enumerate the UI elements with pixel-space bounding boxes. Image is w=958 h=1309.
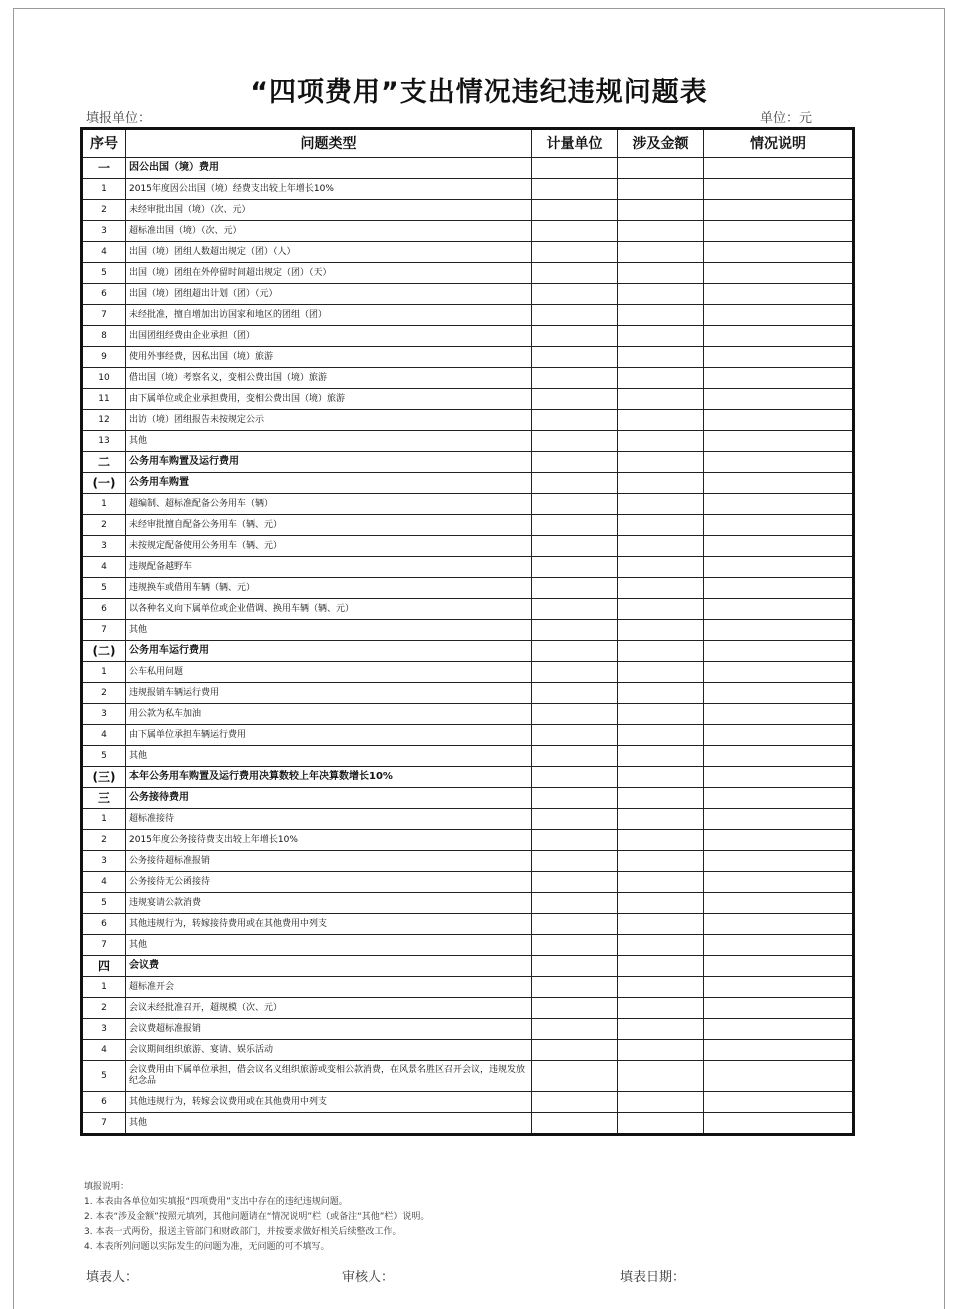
description-cell xyxy=(704,977,854,998)
row-seq: 7 xyxy=(82,305,126,326)
amount-cell xyxy=(618,578,704,599)
table-row xyxy=(82,410,854,431)
table-row xyxy=(82,179,854,200)
amount-cell xyxy=(618,1092,704,1113)
row-problem-type: 出国（境）团组在外停留时间超出规定（团）（天） xyxy=(126,263,532,284)
section-row xyxy=(82,158,854,179)
row-problem-type: 出访（境）团组报告未按规定公示 xyxy=(126,410,532,431)
description-cell xyxy=(704,935,854,956)
unit-cell xyxy=(532,389,618,410)
description-cell xyxy=(704,1092,854,1113)
table-row xyxy=(82,284,854,305)
amount-cell xyxy=(618,200,704,221)
unit-cell xyxy=(532,515,618,536)
amount-cell xyxy=(618,452,704,473)
amount-cell xyxy=(618,977,704,998)
fill-date-label: 填表日期： xyxy=(620,1270,686,1285)
amount-cell xyxy=(618,305,704,326)
table-row xyxy=(82,935,854,956)
amount-cell xyxy=(618,389,704,410)
row-problem-type: 违规配备越野车 xyxy=(126,557,532,578)
description-cell xyxy=(704,473,854,494)
row-seq: 4 xyxy=(82,1040,126,1061)
description-cell xyxy=(704,557,854,578)
row-seq: 5 xyxy=(82,1061,126,1092)
row-problem-type: 由下属单位或企业承担费用，变相公费出国（境）旅游 xyxy=(126,389,532,410)
table-row xyxy=(82,1092,854,1113)
row-problem-type: 其他 xyxy=(126,935,532,956)
row-problem-type: 会议未经批准召开，超规模（次、元） xyxy=(126,998,532,1019)
unit-cell xyxy=(532,305,618,326)
unit-cell xyxy=(532,914,618,935)
unit-cell xyxy=(532,158,618,179)
row-problem-type: 借出国（境）考察名义，变相公费出国（境）旅游 xyxy=(126,368,532,389)
unit-cell xyxy=(532,431,618,452)
description-cell xyxy=(704,914,854,935)
unit-cell xyxy=(532,599,618,620)
amount-cell xyxy=(618,599,704,620)
row-seq: 9 xyxy=(82,347,126,368)
description-cell xyxy=(704,851,854,872)
row-problem-type: 其他 xyxy=(126,746,532,767)
table-row xyxy=(82,536,854,557)
description-cell xyxy=(704,536,854,557)
unit-cell xyxy=(532,662,618,683)
description-cell xyxy=(704,704,854,725)
unit-cell xyxy=(532,1040,618,1061)
row-problem-type: 公务用车购置 xyxy=(126,473,532,494)
row-problem-type: 未按规定配备使用公务用车（辆、元） xyxy=(126,536,532,557)
unit-cell xyxy=(532,557,618,578)
table-row xyxy=(82,704,854,725)
amount-cell xyxy=(618,1040,704,1061)
table-row xyxy=(82,221,854,242)
row-seq: 5 xyxy=(82,578,126,599)
description-cell xyxy=(704,641,854,662)
row-problem-type: 由下属单位承担车辆运行费用 xyxy=(126,725,532,746)
amount-cell xyxy=(618,914,704,935)
description-cell xyxy=(704,263,854,284)
row-problem-type: 其他 xyxy=(126,431,532,452)
unit-cell xyxy=(532,1092,618,1113)
note-item: 3. 本表一式两份，报送主管部门和财政部门，并按要求做好相关后续整改工作。 xyxy=(84,1227,402,1237)
description-cell xyxy=(704,494,854,515)
unit-cell xyxy=(532,452,618,473)
table-row xyxy=(82,326,854,347)
amount-cell xyxy=(618,788,704,809)
table-row xyxy=(82,851,854,872)
amount-cell xyxy=(618,1061,704,1092)
table-header-row xyxy=(82,129,854,158)
header-amount: 涉及金额 xyxy=(618,129,704,158)
row-seq: (三) xyxy=(82,767,126,788)
amount-cell xyxy=(618,662,704,683)
description-cell xyxy=(704,305,854,326)
row-seq: 四 xyxy=(82,956,126,977)
description-cell xyxy=(704,179,854,200)
unit-cell xyxy=(532,893,618,914)
row-problem-type: 出国（境）团组超出计划（团）（元） xyxy=(126,284,532,305)
row-problem-type: 其他 xyxy=(126,1113,532,1135)
row-seq: 11 xyxy=(82,389,126,410)
header-seq: 序号 xyxy=(82,129,126,158)
description-cell xyxy=(704,683,854,704)
description-cell xyxy=(704,1019,854,1040)
unit-cell xyxy=(532,620,618,641)
table-row xyxy=(82,1040,854,1061)
amount-cell xyxy=(618,557,704,578)
table-row xyxy=(82,599,854,620)
note-item: 4. 本表所列问题以实际发生的问题为准，无问题的可不填写。 xyxy=(84,1242,330,1252)
row-problem-type: 会议费 xyxy=(126,956,532,977)
table-row xyxy=(82,368,854,389)
row-problem-type: 公车私用问题 xyxy=(126,662,532,683)
unit-cell xyxy=(532,221,618,242)
row-seq: 5 xyxy=(82,263,126,284)
unit-cell xyxy=(532,1019,618,1040)
row-problem-type: 超标准接待 xyxy=(126,809,532,830)
amount-cell xyxy=(618,725,704,746)
row-problem-type: 公务用车购置及运行费用 xyxy=(126,452,532,473)
row-seq: 2 xyxy=(82,515,126,536)
row-problem-type: 超编制、超标准配备公务用车（辆） xyxy=(126,494,532,515)
table-row xyxy=(82,662,854,683)
unit-cell xyxy=(532,179,618,200)
description-cell xyxy=(704,431,854,452)
description-cell xyxy=(704,515,854,536)
description-cell xyxy=(704,746,854,767)
section-row xyxy=(82,452,854,473)
row-problem-type: 公务接待费用 xyxy=(126,788,532,809)
amount-cell xyxy=(618,767,704,788)
row-seq: 二 xyxy=(82,452,126,473)
row-seq: 2 xyxy=(82,998,126,1019)
notes-heading: 填报说明： xyxy=(84,1182,130,1192)
row-problem-type: 其他违规行为，转嫁会议费用或在其他费用中列支 xyxy=(126,1092,532,1113)
row-problem-type: 超标准出国（境）（次、元） xyxy=(126,221,532,242)
amount-cell xyxy=(618,830,704,851)
table-row xyxy=(82,557,854,578)
filler-label: 填表人： xyxy=(86,1270,139,1285)
unit-cell xyxy=(532,935,618,956)
description-cell xyxy=(704,788,854,809)
description-cell xyxy=(704,893,854,914)
row-problem-type: 使用外事经费，因私出国（境）旅游 xyxy=(126,347,532,368)
unit-cell xyxy=(532,683,618,704)
description-cell xyxy=(704,200,854,221)
note-item: 2. 本表“涉及金额”按照元填列，其他问题请在“情况说明”栏（或备注“其他”栏）说明。 xyxy=(84,1212,430,1222)
amount-cell xyxy=(618,620,704,641)
table-row xyxy=(82,1019,854,1040)
row-seq: 4 xyxy=(82,725,126,746)
table-row xyxy=(82,1113,854,1135)
unit-cell xyxy=(532,998,618,1019)
section-row xyxy=(82,767,854,788)
amount-cell xyxy=(618,179,704,200)
unit-cell xyxy=(532,851,618,872)
row-problem-type: 公务接待超标准报销 xyxy=(126,851,532,872)
row-seq: (二) xyxy=(82,641,126,662)
unit-cell xyxy=(532,641,618,662)
row-seq: 3 xyxy=(82,1019,126,1040)
description-cell xyxy=(704,242,854,263)
amount-cell xyxy=(618,704,704,725)
amount-cell xyxy=(618,494,704,515)
row-seq: 一 xyxy=(82,158,126,179)
description-cell xyxy=(704,872,854,893)
row-seq: 4 xyxy=(82,242,126,263)
row-problem-type: 违规宴请公款消费 xyxy=(126,893,532,914)
row-problem-type: 会议费超标准报销 xyxy=(126,1019,532,1040)
row-seq: 2 xyxy=(82,830,126,851)
table-row xyxy=(82,809,854,830)
amount-cell xyxy=(618,263,704,284)
row-problem-type: 其他 xyxy=(126,620,532,641)
row-seq: 3 xyxy=(82,536,126,557)
row-seq: 12 xyxy=(82,410,126,431)
description-cell xyxy=(704,578,854,599)
row-seq: 6 xyxy=(82,599,126,620)
table-row xyxy=(82,347,854,368)
table-row xyxy=(82,683,854,704)
row-problem-type: 出国团组经费由企业承担（团） xyxy=(126,326,532,347)
amount-cell xyxy=(618,809,704,830)
description-cell xyxy=(704,452,854,473)
table-row xyxy=(82,431,854,452)
row-seq: 10 xyxy=(82,368,126,389)
unit-cell xyxy=(532,536,618,557)
description-cell xyxy=(704,1061,854,1092)
table-row xyxy=(82,578,854,599)
page-title: “四项费用”支出情况违纪违规问题表 xyxy=(250,77,708,108)
amount-cell xyxy=(618,935,704,956)
description-cell xyxy=(704,830,854,851)
row-seq: 2 xyxy=(82,200,126,221)
row-seq: (一) xyxy=(82,473,126,494)
table-row xyxy=(82,746,854,767)
description-cell xyxy=(704,410,854,431)
description-cell xyxy=(704,284,854,305)
row-problem-type: 会议期间组织旅游、宴请、娱乐活动 xyxy=(126,1040,532,1061)
row-seq: 1 xyxy=(82,662,126,683)
unit-cell xyxy=(532,809,618,830)
row-seq: 4 xyxy=(82,872,126,893)
row-problem-type: 公务用车运行费用 xyxy=(126,641,532,662)
row-seq: 3 xyxy=(82,851,126,872)
description-cell xyxy=(704,368,854,389)
row-seq: 6 xyxy=(82,284,126,305)
amount-cell xyxy=(618,284,704,305)
description-cell xyxy=(704,221,854,242)
table-row xyxy=(82,977,854,998)
table-row xyxy=(82,893,854,914)
header-description: 情况说明 xyxy=(704,129,854,158)
row-problem-type: 违规报销车辆运行费用 xyxy=(126,683,532,704)
amount-cell xyxy=(618,956,704,977)
description-cell xyxy=(704,620,854,641)
row-seq: 5 xyxy=(82,746,126,767)
row-problem-type: 未经审批出国（境）（次、元） xyxy=(126,200,532,221)
row-problem-type: 公务接待无公函接待 xyxy=(126,872,532,893)
description-cell xyxy=(704,998,854,1019)
row-seq: 7 xyxy=(82,935,126,956)
violations-table xyxy=(80,127,855,1136)
unit-cell xyxy=(532,767,618,788)
row-seq: 1 xyxy=(82,977,126,998)
table-row xyxy=(82,515,854,536)
row-seq: 1 xyxy=(82,179,126,200)
unit-cell xyxy=(532,1061,618,1092)
description-cell xyxy=(704,599,854,620)
unit-cell xyxy=(532,263,618,284)
table-row xyxy=(82,200,854,221)
row-problem-type: 用公款为私车加油 xyxy=(126,704,532,725)
section-row xyxy=(82,473,854,494)
unit-cell xyxy=(532,830,618,851)
amount-cell xyxy=(618,536,704,557)
unit-cell xyxy=(532,284,618,305)
description-cell xyxy=(704,662,854,683)
table-row xyxy=(82,242,854,263)
row-seq: 6 xyxy=(82,1092,126,1113)
amount-cell xyxy=(618,368,704,389)
unit-cell xyxy=(532,368,618,389)
unit-cell xyxy=(532,578,618,599)
table-row xyxy=(82,998,854,1019)
row-seq: 8 xyxy=(82,326,126,347)
description-cell xyxy=(704,809,854,830)
amount-cell xyxy=(618,515,704,536)
row-seq: 1 xyxy=(82,494,126,515)
description-cell xyxy=(704,347,854,368)
description-cell xyxy=(704,725,854,746)
unit-cell xyxy=(532,977,618,998)
row-seq: 1 xyxy=(82,809,126,830)
unit-cell xyxy=(532,494,618,515)
table-row xyxy=(82,830,854,851)
amount-cell xyxy=(618,473,704,494)
row-problem-type: 出国（境）团组人数超出规定（团）（人） xyxy=(126,242,532,263)
section-row xyxy=(82,788,854,809)
amount-cell xyxy=(618,242,704,263)
header-unit: 计量单位 xyxy=(532,129,618,158)
reviewer-label: 审核人： xyxy=(342,1270,395,1285)
table-row xyxy=(82,620,854,641)
description-cell xyxy=(704,158,854,179)
table-row xyxy=(82,914,854,935)
table-row xyxy=(82,263,854,284)
table-row xyxy=(82,872,854,893)
unit-cell xyxy=(532,956,618,977)
section-row xyxy=(82,956,854,977)
amount-cell xyxy=(618,746,704,767)
row-seq: 3 xyxy=(82,221,126,242)
unit-cell xyxy=(532,200,618,221)
amount-cell xyxy=(618,851,704,872)
description-cell xyxy=(704,767,854,788)
unit-cell xyxy=(532,473,618,494)
reporting-unit-label: 填报单位： xyxy=(86,111,152,126)
description-cell xyxy=(704,389,854,410)
description-cell xyxy=(704,1040,854,1061)
description-cell xyxy=(704,1113,854,1135)
unit-cell xyxy=(532,725,618,746)
currency-unit-label: 单位：元 xyxy=(760,111,813,126)
unit-cell xyxy=(532,704,618,725)
row-seq: 7 xyxy=(82,620,126,641)
amount-cell xyxy=(618,158,704,179)
table-body xyxy=(82,158,854,1135)
unit-cell xyxy=(532,872,618,893)
row-problem-type: 未经审批擅自配备公务用车（辆、元） xyxy=(126,515,532,536)
amount-cell xyxy=(618,893,704,914)
row-problem-type: 2015年度因公出国（境）经费支出较上年增长10% xyxy=(126,179,532,200)
description-cell xyxy=(704,326,854,347)
row-problem-type: 本年公务用车购置及运行费用决算数较上年决算数增长10% xyxy=(126,767,532,788)
row-problem-type: 以各种名义向下属单位或企业借调、换用车辆（辆、元） xyxy=(126,599,532,620)
row-seq: 三 xyxy=(82,788,126,809)
row-problem-type: 违规换车或借用车辆（辆、元） xyxy=(126,578,532,599)
row-seq: 13 xyxy=(82,431,126,452)
amount-cell xyxy=(618,326,704,347)
amount-cell xyxy=(618,1113,704,1135)
amount-cell xyxy=(618,431,704,452)
amount-cell xyxy=(618,410,704,431)
section-row xyxy=(82,641,854,662)
table-row xyxy=(82,1061,854,1092)
unit-cell xyxy=(532,326,618,347)
unit-cell xyxy=(532,410,618,431)
amount-cell xyxy=(618,998,704,1019)
row-seq: 3 xyxy=(82,704,126,725)
unit-cell xyxy=(532,1113,618,1135)
amount-cell xyxy=(618,683,704,704)
description-cell xyxy=(704,956,854,977)
row-seq: 2 xyxy=(82,683,126,704)
row-problem-type: 其他违规行为，转嫁接待费用或在其他费用中列支 xyxy=(126,914,532,935)
unit-cell xyxy=(532,242,618,263)
amount-cell xyxy=(618,641,704,662)
row-seq: 5 xyxy=(82,893,126,914)
row-problem-type: 会议费用由下属单位承担，借会议名义组织旅游或变相公款消费，在风景名胜区召开会议，违规发放纪念品 xyxy=(126,1061,532,1092)
unit-cell xyxy=(532,788,618,809)
amount-cell xyxy=(618,1019,704,1040)
table-row xyxy=(82,305,854,326)
table-row xyxy=(82,494,854,515)
row-seq: 6 xyxy=(82,914,126,935)
table-row xyxy=(82,725,854,746)
amount-cell xyxy=(618,872,704,893)
unit-cell xyxy=(532,347,618,368)
header-problem-type: 问题类型 xyxy=(126,129,532,158)
table-row xyxy=(82,389,854,410)
row-problem-type: 未经批准，擅自增加出访国家和地区的团组（团） xyxy=(126,305,532,326)
amount-cell xyxy=(618,221,704,242)
row-problem-type: 2015年度公务接待费支出较上年增长10% xyxy=(126,830,532,851)
row-problem-type: 超标准开会 xyxy=(126,977,532,998)
row-seq: 7 xyxy=(82,1113,126,1135)
note-item: 1. 本表由各单位如实填报“四项费用”支出中存在的违纪违规问题。 xyxy=(84,1197,348,1207)
unit-cell xyxy=(532,746,618,767)
amount-cell xyxy=(618,347,704,368)
row-seq: 4 xyxy=(82,557,126,578)
notes xyxy=(84,1180,429,1255)
row-problem-type: 因公出国（境）费用 xyxy=(126,158,532,179)
